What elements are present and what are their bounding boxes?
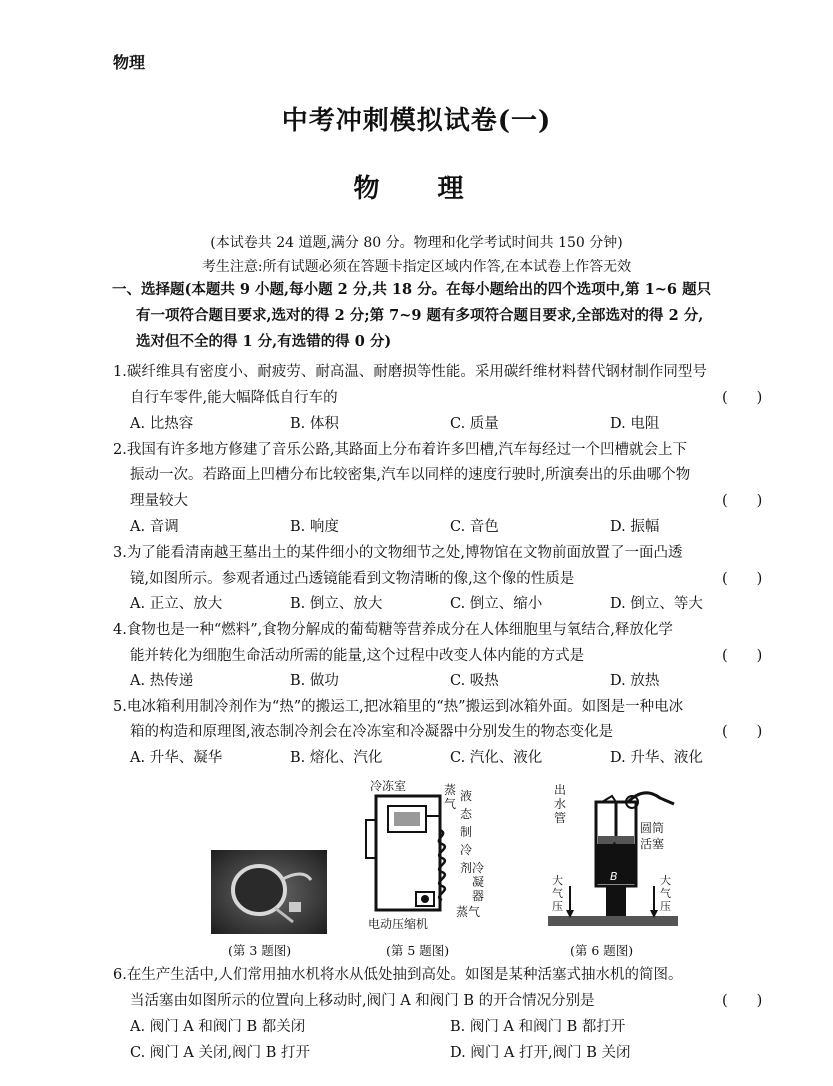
q3-option-d: D. 倒立、等大 [610,596,703,612]
subject-tag: 物理 [113,53,146,72]
pipe-top [426,802,440,816]
caption-figure-6: (第 6 题图) [570,943,634,958]
q2-line2: 振动一次。若路面上凹槽分布比较密集,汽车以同样的速度行驶时,所演奏出的乐曲哪个物 [130,467,691,483]
label-liquid-3: 制 [460,825,473,839]
q2-line3: 理量较大 [130,493,188,509]
label-piston: 活塞 [640,837,665,851]
q2-option-a: A. 音调 [130,519,179,535]
lens-ring [233,866,285,914]
q3-option-c: C. 倒立、缩小 [450,596,543,612]
exam-subtitle: 物 理 [353,174,480,204]
q6-option-d: D. 阀门 A 打开,阀门 B 关闭 [450,1045,631,1061]
q5-option-a: A. 升华、凝华 [130,750,223,766]
label-valve-b: B [610,870,618,883]
q4-option-b: B. 做功 [290,673,339,689]
label-valve-a: A [610,840,618,853]
q2-option-c: C. 音色 [450,519,499,535]
q6-line1: 6.在生产生活中,人们常用抽水机将水从低处抽到高处。如图是某种活塞式抽水机的简图。 [113,967,683,983]
q6-answer-paren: ( ) [722,993,763,1009]
q3-line1: 3.为了能看清南越王墓出土的某件细小的文物细节之处,博物馆在文物前面放置了一面凸透 [113,545,683,561]
q1-option-b: B. 体积 [290,416,339,432]
q6-option-b: B. 阀门 A 和阀门 B 都打开 [450,1019,626,1035]
q3-answer-paren: ( ) [722,571,763,587]
q5-line2: 箱的构造和原理图,液态制冷剂会在冷冻室和冷凝器中分别发生的物态变化是 [130,724,614,740]
artifact-object [289,902,301,912]
label-condenser-1: 冷 [472,861,485,875]
label-air-left-1: 大 [552,874,563,887]
figure-6-pump [548,780,678,932]
q4-option-d: D. 放热 [610,673,660,689]
q1-option-c: C. 质量 [450,416,499,432]
q3-option-a: A. 正立、放大 [130,596,223,612]
label-air-right-2: 气 [660,887,671,900]
figure-5-refrigerator [360,780,500,932]
exam-title: 中考冲刺模拟试卷(一) [281,106,552,136]
water-surface [548,916,678,926]
label-liquid-4: 冷 [460,843,473,857]
q2-option-d: D. 振幅 [610,519,660,535]
evaporator-coil [394,812,420,826]
q1-line2: 自行车零件,能大幅降低自行车的 [130,390,338,406]
q6-option-c: C. 阀门 A 关闭,阀门 B 打开 [130,1045,310,1061]
label-condenser-2: 凝 [472,875,485,889]
q4-line2: 能并转化为细胞生命活动所需的能量,这个过程中改变人体内能的方式是 [130,648,585,664]
q5-option-d: D. 升华、液化 [610,750,703,766]
compressor-motor [421,895,429,903]
q2-answer-paren: ( ) [722,493,763,509]
q2-option-b: B. 响度 [290,519,339,535]
exam-notice: 考生注意:所有试题必须在答题卡指定区域内作答,在本试卷上作答无效 [201,259,632,275]
label-cylinder: 圆筒 [640,821,665,835]
q4-option-a: A. 热传递 [130,673,194,689]
q3-line2: 镜,如图所示。参观者通过凸透镜能看到文物清晰的像,这个像的性质是 [130,571,575,587]
q6-option-a: A. 阀门 A 和阀门 B 都关闭 [130,1019,306,1035]
label-steam-top-1: 蒸 [444,783,457,797]
q1-option-d: D. 电阻 [610,416,660,432]
label-outlet-3: 管 [554,811,567,825]
q4-line1: 4.食物也是一种“燃料”,食物分解成的葡萄糖等营养成分在人体细胞里与氧结合,释放化学 [113,622,673,638]
q5-option-c: C. 汽化、液化 [450,750,543,766]
q1-option-a: A. 比热容 [130,416,194,432]
label-steam-top-2: 气 [444,797,457,811]
q5-option-b: B. 熔化、汽化 [290,750,383,766]
label-air-right-1: 大 [660,874,671,887]
caption-figure-5: (第 5 题图) [386,943,450,958]
label-air-left-2: 气 [552,887,563,900]
label-outlet-2: 水 [554,797,567,811]
label-air-left-3: 压 [552,900,563,913]
label-liquid-2: 态 [460,807,473,821]
q4-answer-paren: ( ) [722,648,763,664]
label-outlet-1: 出 [554,783,567,797]
label-liquid-5: 剂 [460,861,473,875]
intake-pipe [606,886,626,916]
q5-line1: 5.电冰箱利用制冷剂作为“热”的搬运工,把冰箱里的“热”搬运到冰箱外面。如图是一种电冰 [113,699,684,715]
q6-line2: 当活塞由如图所示的位置向上移动时,阀门 A 和阀门 B 的开合情况分别是 [130,993,595,1009]
section1-line3: 选对但不全的得 1 分,有选错的得 0 分) [136,333,392,350]
q1-line1: 1.碳纤维具有密度小、耐疲劳、耐高温、耐磨损等性能。采用碳纤维材料替代钢材制作同型号 [113,364,707,380]
figure-3-photo [211,850,327,934]
q5-answer-paren: ( ) [722,724,763,740]
label-compressor: 电动压缩机 [368,917,429,931]
label-air-right-3: 压 [660,900,671,913]
q1-answer-paren: ( ) [722,390,763,406]
label-freezer: 冷冻室 [370,780,407,793]
section1-line2: 有一项符合题目要求,选对的得 2 分;第 7~9 题有多项符合题目要求,全部选对的得 2 分, [136,307,704,324]
section1-line1: 一、选择题(本题共 9 小题,每小题 2 分,共 18 分。在每小题给出的四个选项中,第 1~6 题只 [112,281,712,298]
label-liquid-1: 液 [460,789,473,803]
label-condenser-3: 器 [472,889,485,903]
q2-line1: 2.我国有许多地方修建了音乐公路,其路面上分布着许多凹槽,汽车每经过一个凹槽就会上下 [113,442,688,458]
exam-info: (本试卷共 24 道题,满分 80 分。物理和化学考试时间共 150 分钟) [210,235,623,251]
caption-figure-3: (第 3 题图) [228,943,292,958]
q4-option-c: C. 吸热 [450,673,499,689]
label-steam-bottom: 蒸气 [456,905,481,919]
q3-option-b: B. 倒立、放大 [290,596,383,612]
